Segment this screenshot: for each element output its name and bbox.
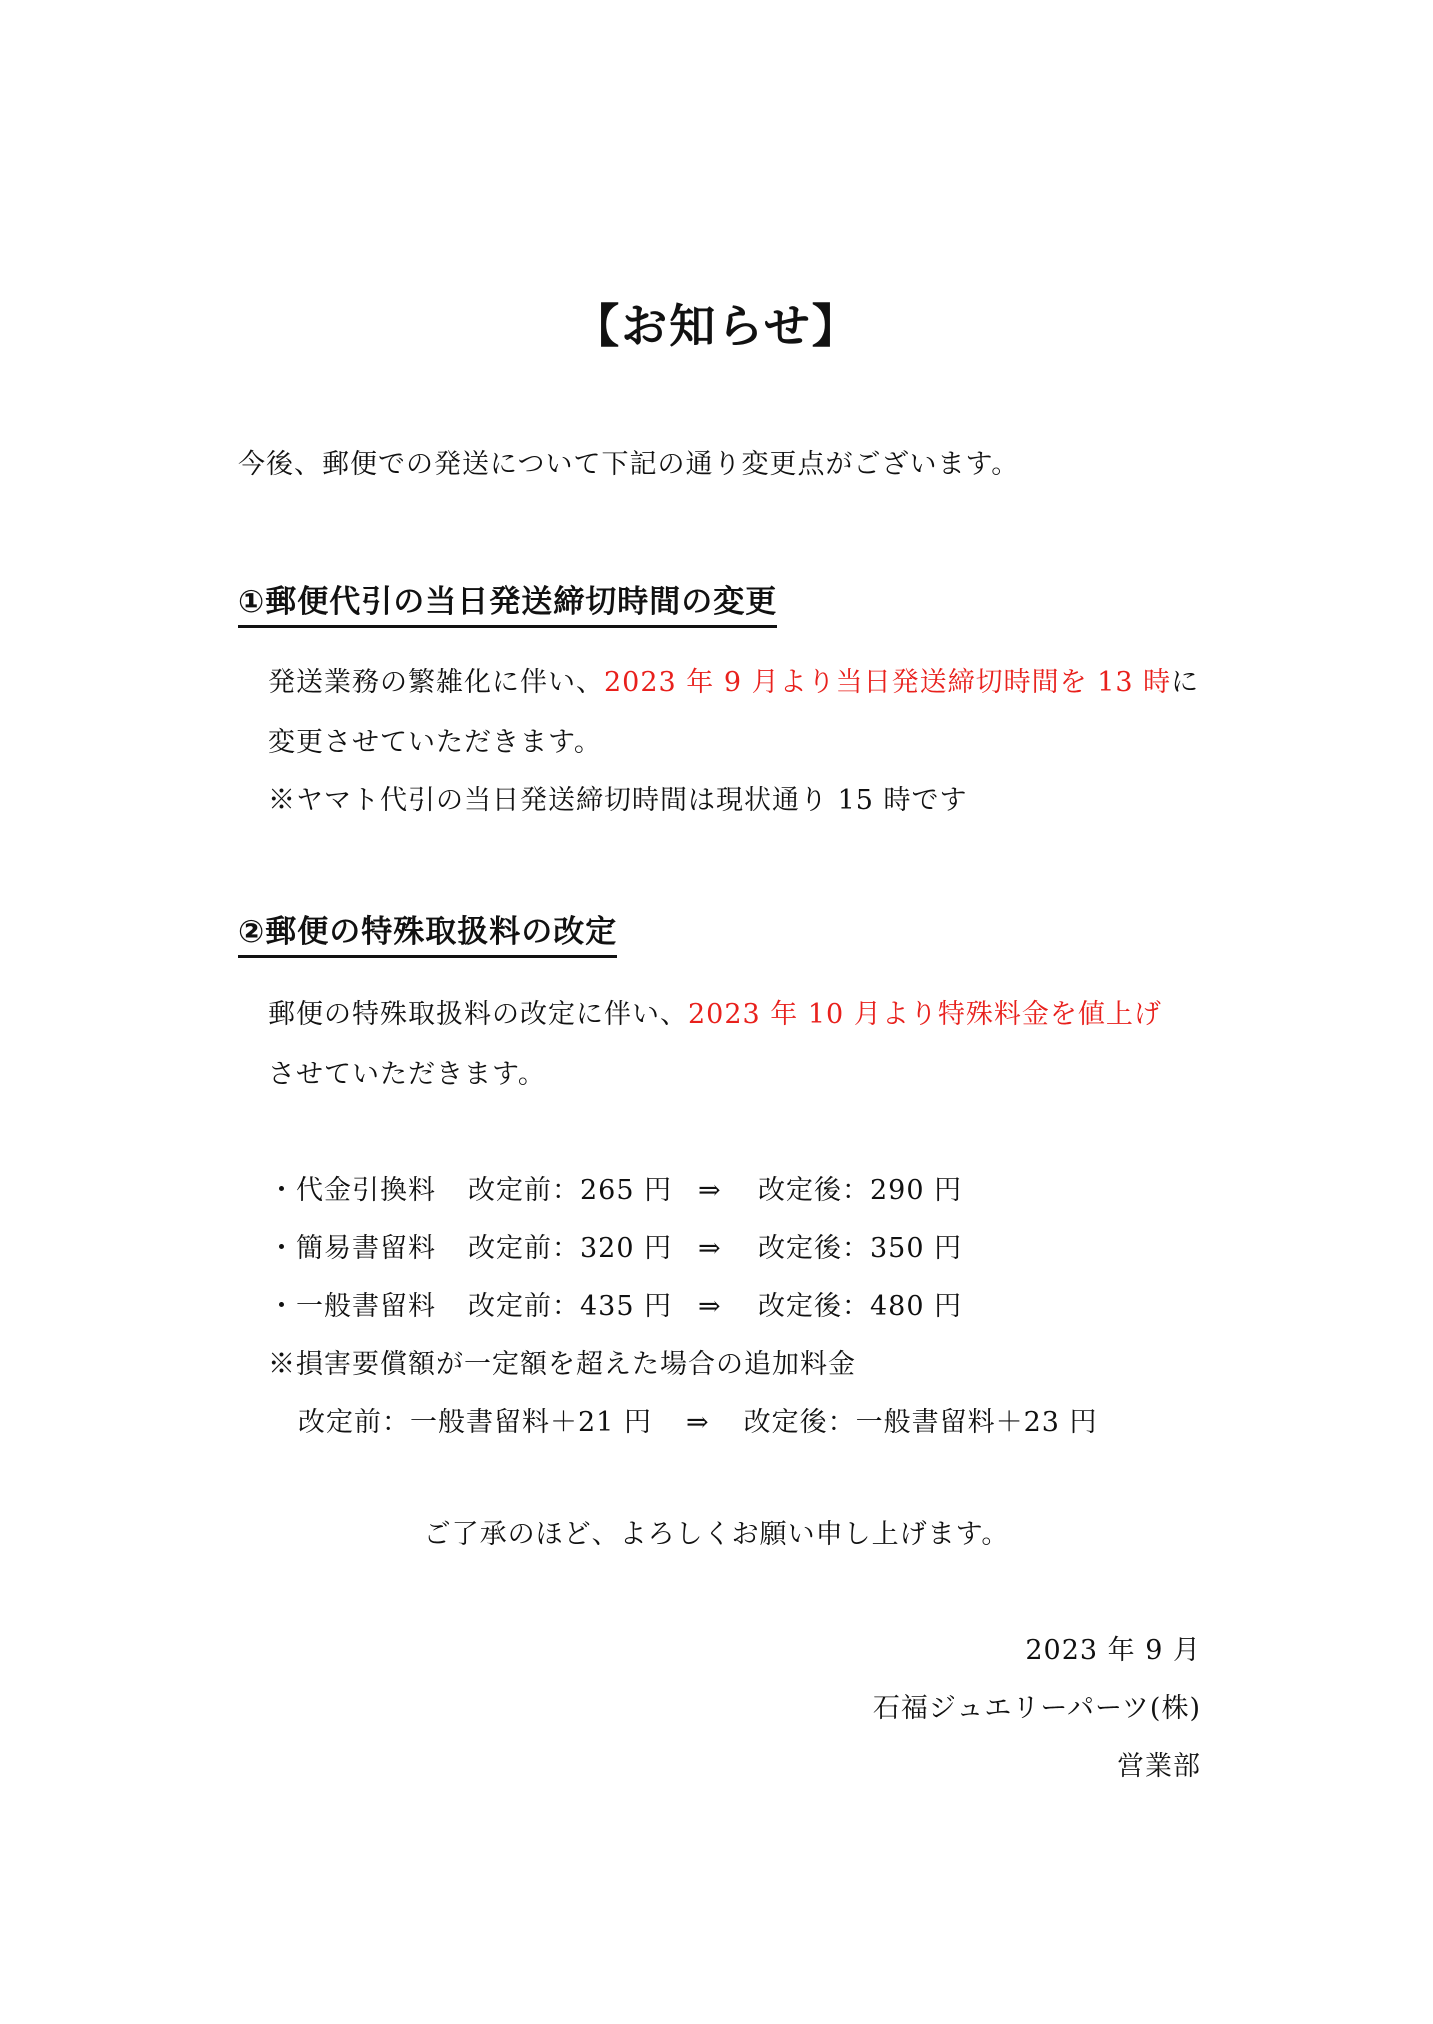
page-title: 【お知らせ】 bbox=[573, 299, 860, 353]
note-after: 改定後：一般書留料＋23 円 bbox=[743, 1407, 1098, 1438]
section1-line1-prefix: 発送業務の繁雑化に伴い、 bbox=[268, 667, 604, 698]
note-before: 改定前：一般書留料＋21 円 bbox=[298, 1407, 652, 1438]
fee-name: ・一般書留料 bbox=[268, 1291, 436, 1322]
arrow-icon: ⇒ bbox=[685, 1407, 710, 1438]
fee-after: 改定後：480 円 bbox=[758, 1291, 963, 1322]
fee-before: 改定前：320 円 bbox=[468, 1233, 673, 1264]
fee-row-simple-registered bbox=[268, 1226, 962, 1265]
section1-line1-highlight: 2023 年 9 月より当日発送締切時間を 13 時 bbox=[604, 667, 1172, 698]
fee-before: 改定前：265 円 bbox=[468, 1175, 673, 1206]
signature-date: 2023 年 9 月 bbox=[1025, 1635, 1201, 1666]
section2-line1 bbox=[268, 992, 1162, 1031]
section2-note: ※損害要償額が一定額を超えた場合の追加料金 bbox=[268, 1349, 856, 1380]
closing-text: ご了承のほど、よろしくお願い申し上げます。 bbox=[423, 1519, 1010, 1550]
arrow-icon: ⇒ bbox=[698, 1233, 722, 1264]
section1-heading: ①郵便代引の当日発送締切時間の変更 bbox=[238, 576, 777, 628]
section2-note-detail bbox=[298, 1400, 1098, 1439]
fee-before: 改定前：435 円 bbox=[468, 1291, 673, 1322]
arrow-icon: ⇒ bbox=[698, 1291, 722, 1322]
section2-line1-prefix: 郵便の特殊取扱料の改定に伴い、 bbox=[268, 999, 688, 1030]
signature-company: 石福ジュエリーパーツ(株) bbox=[872, 1693, 1201, 1724]
section2-heading: ②郵便の特殊取扱料の改定 bbox=[238, 906, 617, 958]
section1-line1-suffix: に bbox=[1171, 667, 1200, 698]
intro-text: 今後、郵便での発送について下記の通り変更点がございます。 bbox=[238, 449, 1020, 480]
fee-after: 改定後：290 円 bbox=[758, 1175, 963, 1206]
signature-department: 営業部 bbox=[1117, 1751, 1201, 1782]
section1-note: ※ヤマト代引の当日発送締切時間は現状通り 15 時です bbox=[268, 785, 968, 816]
section2-line1-highlight: 2023 年 10 月より特殊料金を値上げ bbox=[688, 999, 1162, 1030]
fee-after: 改定後：350 円 bbox=[758, 1233, 963, 1264]
section2-line2: させていただきます。 bbox=[268, 1059, 546, 1090]
section1-line2: 変更させていただきます。 bbox=[268, 727, 602, 758]
arrow-icon: ⇒ bbox=[698, 1175, 722, 1206]
fee-row-cod bbox=[268, 1168, 962, 1207]
fee-row-general-registered bbox=[268, 1284, 962, 1323]
section1-line1 bbox=[268, 660, 1199, 699]
fee-name: ・代金引換料 bbox=[268, 1175, 436, 1206]
fee-name: ・簡易書留料 bbox=[268, 1233, 436, 1264]
